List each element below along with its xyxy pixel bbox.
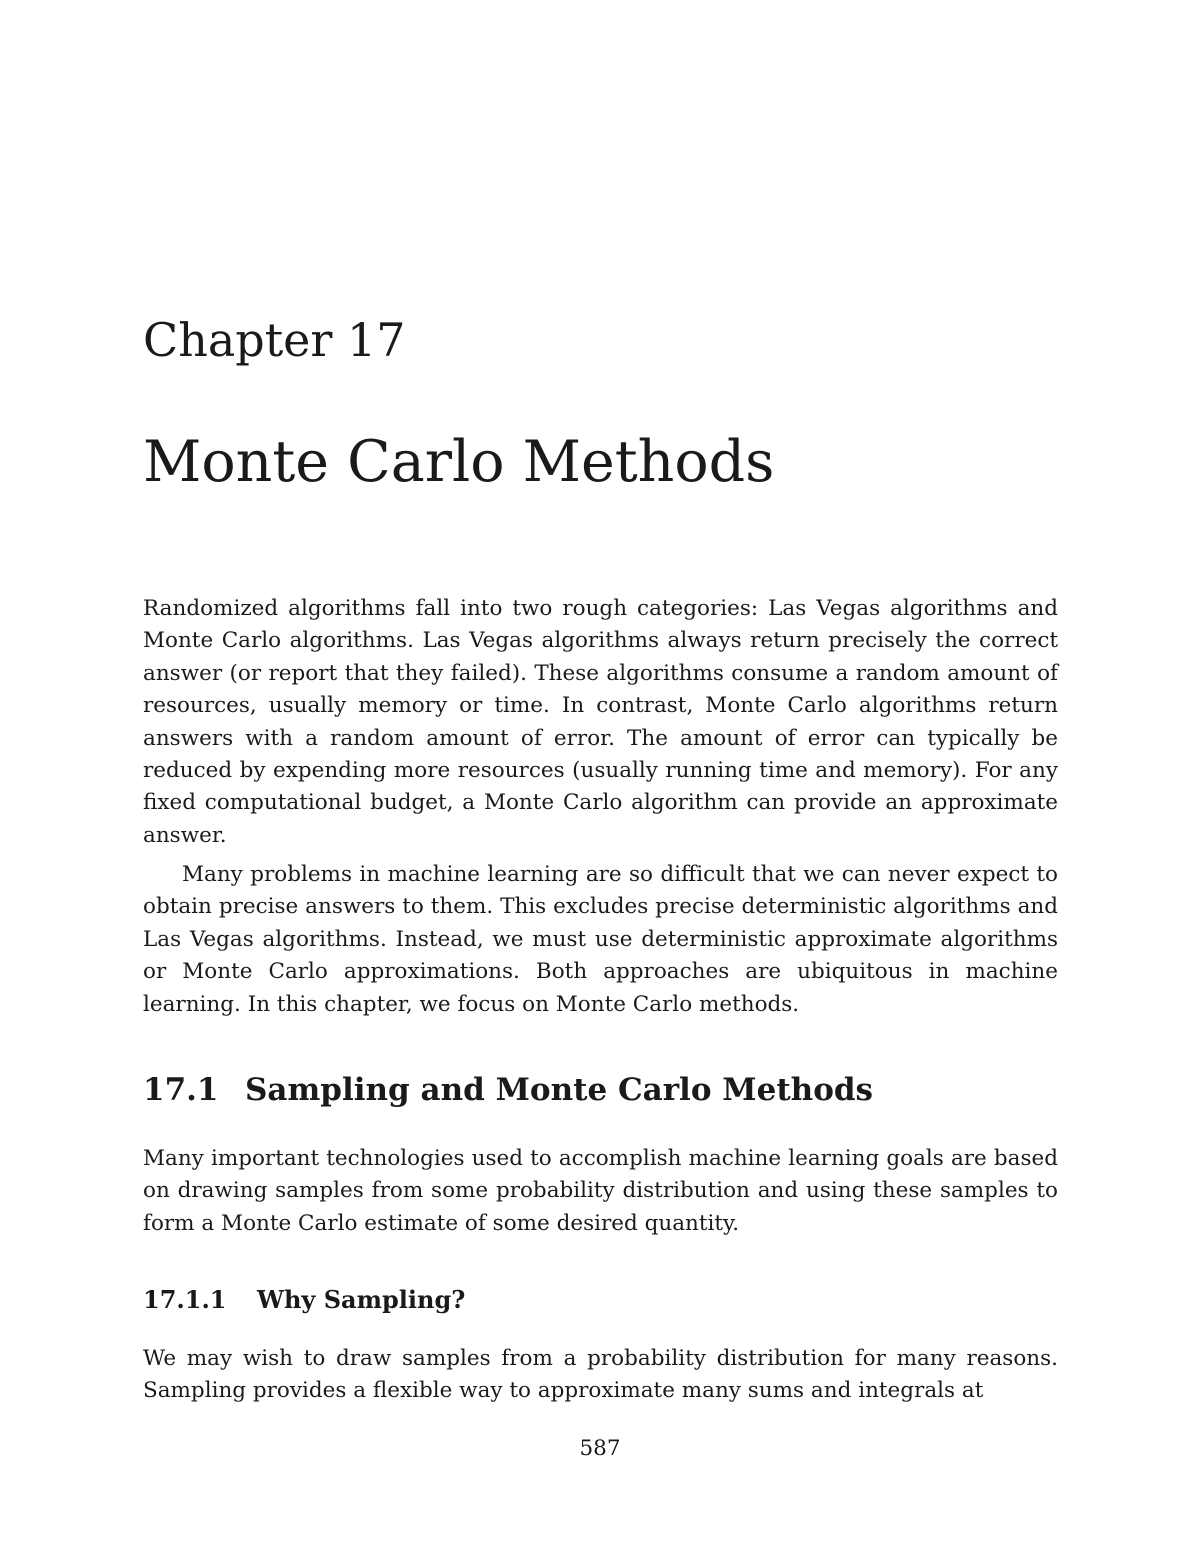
chapter-title: Monte Carlo Methods [143, 429, 775, 495]
section-heading [143, 1070, 873, 1110]
page-number: 587 [579, 1436, 621, 1461]
intro-paragraph-1: Randomized algorithms fall into two rough categories: Las Vegas algorithms and Monte Carlo algorithms. Las Vegas algorithms always return precisely the correct answer (or report that they failed). These algorithms consume a random amount of resources, usually memory or time. In contrast, Monte Carlo algorithms return answers with a random amount of error. The amount of error can typically be reduced by expending more resources (usually running time and memory). For any fixed computational budget, a Monte Carlo algorithm can provide an approximate answer. [143, 596, 1058, 848]
intro-paragraph-2: Many problems in machine learning are so difficult that we can never expect to obtain precise answers to them. This excludes precise deterministic algorithms and Las Vegas algorithms. Instead, we must use deterministic approximate algorithms or Monte Carlo approximations. Both approaches are ubiquitous in machine learning. In this chapter, we focus on Monte Carlo methods. [143, 862, 1058, 1017]
section-title: Sampling and Monte Carlo Methods [245, 1072, 874, 1108]
section-number: 17.1 [143, 1072, 219, 1108]
subsection-number: 17.1.1 [143, 1285, 227, 1314]
subsection-heading [143, 1283, 465, 1317]
subsection-title: Why Sampling? [257, 1285, 466, 1314]
chapter-label: Chapter 17 [143, 313, 406, 367]
subsection-paragraph: We may wish to draw samples from a probability distribution for many reasons. Sampling provides a flexible way to approximate many sums and integrals at [143, 1346, 1058, 1404]
section-paragraph: Many important technologies used to accomplish machine learning goals are based on drawing samples from some probability distribution and using these samples to form a Monte Carlo estimate of some desired quantity. [143, 1146, 1058, 1236]
